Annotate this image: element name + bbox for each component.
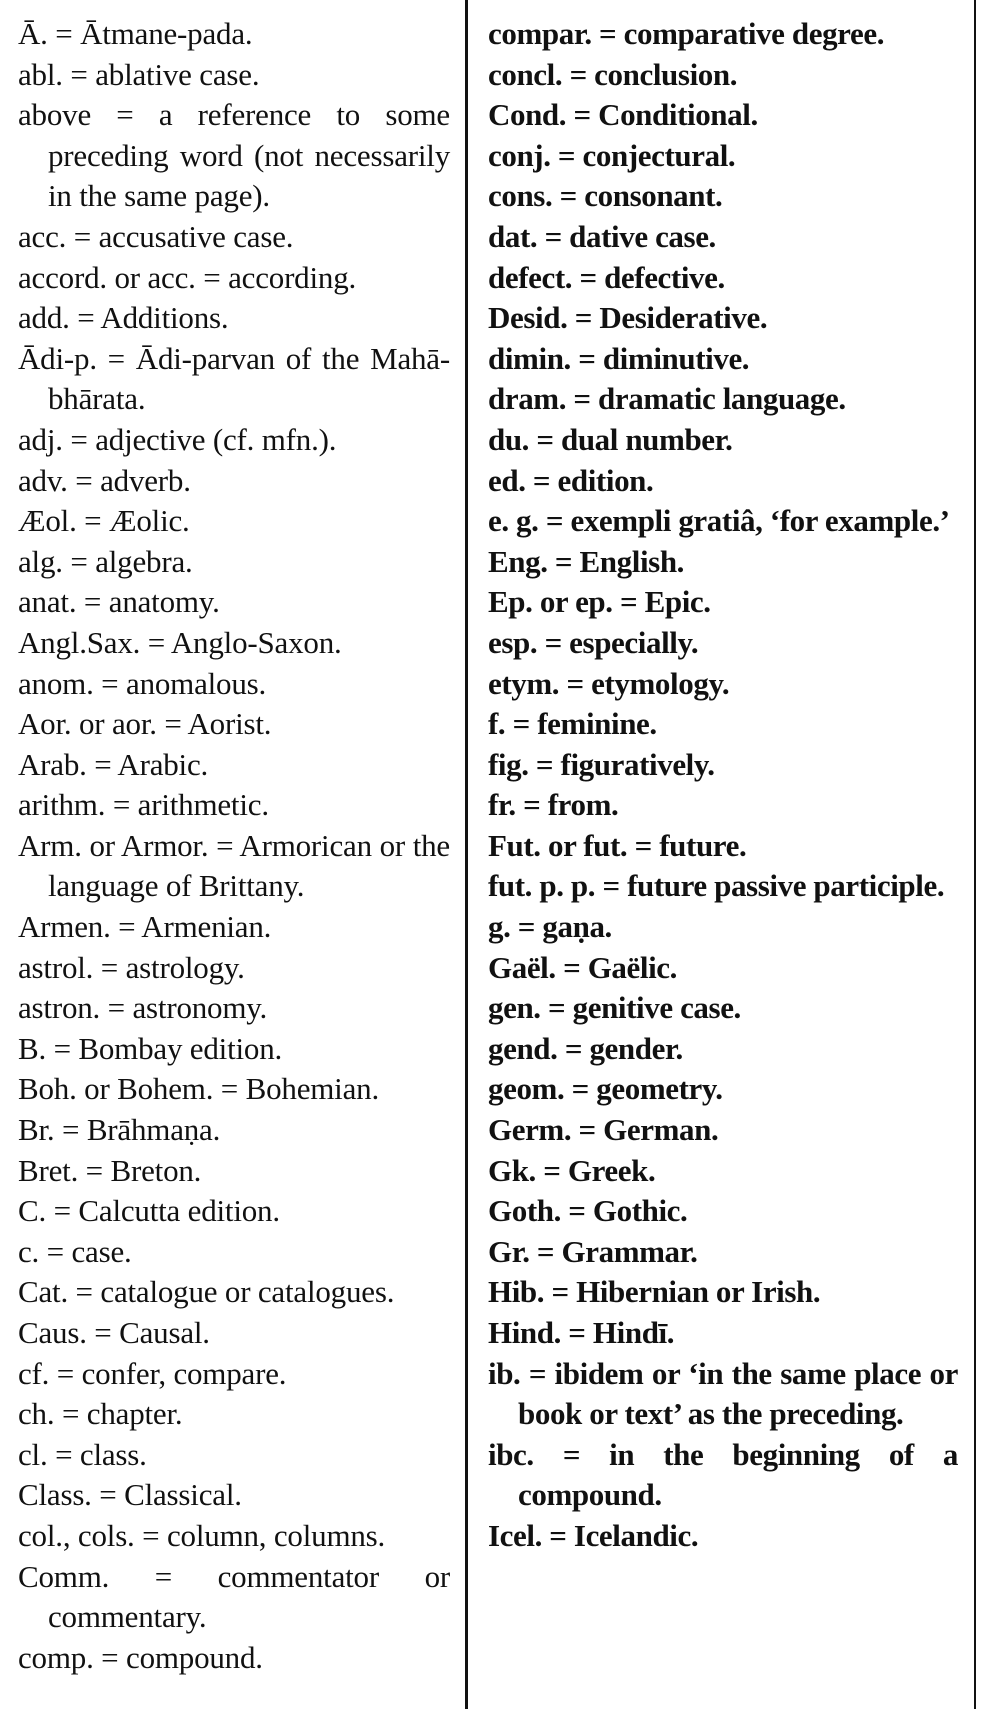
abbreviation-entry: astrol. = astrology. bbox=[18, 949, 245, 985]
abbreviation-entry: Æol. = Æolic. bbox=[18, 503, 190, 539]
abbreviation-entry: Arm. or Armor. = Armorican or the language of Brittany. bbox=[18, 827, 450, 904]
abbreviation-entry: astron. = astronomy. bbox=[18, 990, 268, 1026]
abbreviation-entry: gen. = genitive case. bbox=[488, 990, 741, 1026]
abbreviation-entry: Ā. = Ātmane-pada. bbox=[18, 16, 253, 51]
abbreviation-entry: abl. = ablative case. bbox=[18, 56, 260, 92]
abbreviation-entry: acc. = accusative case. bbox=[18, 218, 294, 254]
abbreviation-entry: Angl.Sax. = Anglo-Saxon. bbox=[18, 624, 342, 660]
abbreviation-entry: Gaël. = Gaëlic. bbox=[488, 949, 678, 985]
abbreviation-entry: Br. = Brāhmaṇa. bbox=[18, 1112, 221, 1148]
abbreviation-entry: Caus. = Causal. bbox=[18, 1315, 210, 1350]
abbreviation-entry: col., cols. = column, columns. bbox=[18, 1517, 386, 1553]
abbreviation-entry: defect. = defective. bbox=[488, 259, 725, 295]
abbreviation-entry: Comm. = commentator or commentary. bbox=[18, 1558, 450, 1635]
abbreviation-entry: Desid. = Desiderative. bbox=[488, 300, 768, 336]
abbreviation-entry: fut. p. p. = future passive participle. bbox=[488, 868, 945, 904]
abbreviation-entry: add. = Additions. bbox=[18, 300, 229, 336]
abbreviation-entry: adv. = adverb. bbox=[18, 462, 191, 498]
abbreviation-entry: adj. = adjective (cf. mfn.). bbox=[18, 421, 337, 457]
abbreviations-column-left bbox=[18, 14, 450, 1678]
abbreviation-entry: f. = feminine. bbox=[488, 706, 657, 742]
abbreviation-entry: Hib. = Hibernian or Irish. bbox=[488, 1274, 821, 1310]
abbreviation-entry: Aor. or aor. = Aorist. bbox=[18, 706, 272, 742]
abbreviation-entry: etym. = etymology. bbox=[488, 665, 730, 701]
abbreviation-entry: dat. = dative case. bbox=[488, 218, 716, 254]
abbreviation-entry: cf. = confer, compare. bbox=[18, 1355, 287, 1391]
abbreviations-column-right bbox=[488, 14, 958, 1557]
abbreviation-entry: anat. = anatomy. bbox=[18, 584, 220, 620]
abbreviation-entry: gend. = gender. bbox=[488, 1030, 683, 1066]
abbreviation-entry: cl. = class. bbox=[18, 1436, 147, 1472]
abbreviation-entry: Armen. = Armenian. bbox=[18, 909, 272, 945]
column-divider bbox=[465, 0, 468, 1709]
abbreviation-entry: Arab. = Arabic. bbox=[18, 746, 209, 782]
abbreviation-entry: dram. = dramatic language. bbox=[488, 381, 846, 417]
abbreviation-entry: Cat. = catalogue or catalogues. bbox=[18, 1274, 395, 1310]
abbreviation-entry: Gk. = Greek. bbox=[488, 1152, 656, 1188]
abbreviation-entry: fig. = figuratively. bbox=[488, 746, 715, 782]
abbreviation-entry: geom. = geometry. bbox=[488, 1071, 723, 1107]
abbreviation-entry: Goth. = Gothic. bbox=[488, 1193, 688, 1229]
abbreviation-entry: Icel. = Icelandic. bbox=[488, 1517, 699, 1553]
abbreviation-entry: du. = dual number. bbox=[488, 421, 733, 457]
abbreviation-entry: arithm. = arithmetic. bbox=[18, 787, 269, 823]
abbreviation-entry: Boh. or Bohem. = Bohemian. bbox=[18, 1071, 380, 1107]
abbreviation-entry: Hind. = Hindī. bbox=[488, 1315, 675, 1350]
abbreviation-entry: dimin. = diminutive. bbox=[488, 340, 750, 376]
abbreviation-entry: c. = case. bbox=[18, 1233, 132, 1269]
abbreviation-entry: ed. = edition. bbox=[488, 462, 654, 498]
abbreviation-entry: Fut. or fut. = future. bbox=[488, 827, 747, 863]
abbreviation-entry: ib. = ibidem or ‘in the same place or book or text’ as the preceding. bbox=[488, 1355, 958, 1432]
abbreviation-entry: g. = gaṇa. bbox=[488, 909, 612, 945]
abbreviation-entry: e. g. = exempli gratiâ, ‘for example.’ bbox=[488, 503, 950, 539]
abbreviation-entry: conj. = conjectural. bbox=[488, 137, 736, 173]
abbreviation-entry: above = a reference to some preceding word (not necessarily in the same page). bbox=[18, 97, 450, 214]
abbreviation-entry: Ādi-p. = Ādi-parvan of the Mahā-bhārata. bbox=[18, 340, 450, 417]
abbreviation-entry: compar. = comparative degree. bbox=[488, 16, 885, 51]
abbreviation-entry: C. = Calcutta edition. bbox=[18, 1193, 280, 1229]
abbreviation-entry: ibc. = in the beginning of a compound. bbox=[488, 1436, 958, 1513]
abbreviation-entry: accord. or acc. = according. bbox=[18, 259, 357, 295]
abbreviation-entry: Eng. = English. bbox=[488, 543, 685, 579]
abbreviation-entry: Bret. = Breton. bbox=[18, 1152, 202, 1188]
abbreviation-entry: Gr. = Grammar. bbox=[488, 1233, 698, 1269]
abbreviation-entry: alg. = algebra. bbox=[18, 543, 193, 579]
page-edge-rule bbox=[974, 0, 976, 1709]
abbreviation-entry: cons. = consonant. bbox=[488, 178, 723, 214]
abbreviation-entry: B. = Bombay edition. bbox=[18, 1030, 283, 1066]
abbreviation-entry: Germ. = German. bbox=[488, 1112, 719, 1148]
abbreviation-entry: concl. = conclusion. bbox=[488, 56, 738, 92]
abbreviation-entry: ch. = chapter. bbox=[18, 1396, 183, 1432]
abbreviation-entry: Ep. or ep. = Epic. bbox=[488, 584, 711, 620]
abbreviation-entry: comp. = compound. bbox=[18, 1639, 263, 1675]
abbreviation-entry: Cond. = Conditional. bbox=[488, 97, 758, 133]
abbreviation-entry: fr. = from. bbox=[488, 787, 619, 823]
abbreviation-entry: Class. = Classical. bbox=[18, 1477, 242, 1513]
abbreviation-entry: esp. = especially. bbox=[488, 624, 699, 660]
abbreviation-entry: anom. = anomalous. bbox=[18, 665, 267, 701]
